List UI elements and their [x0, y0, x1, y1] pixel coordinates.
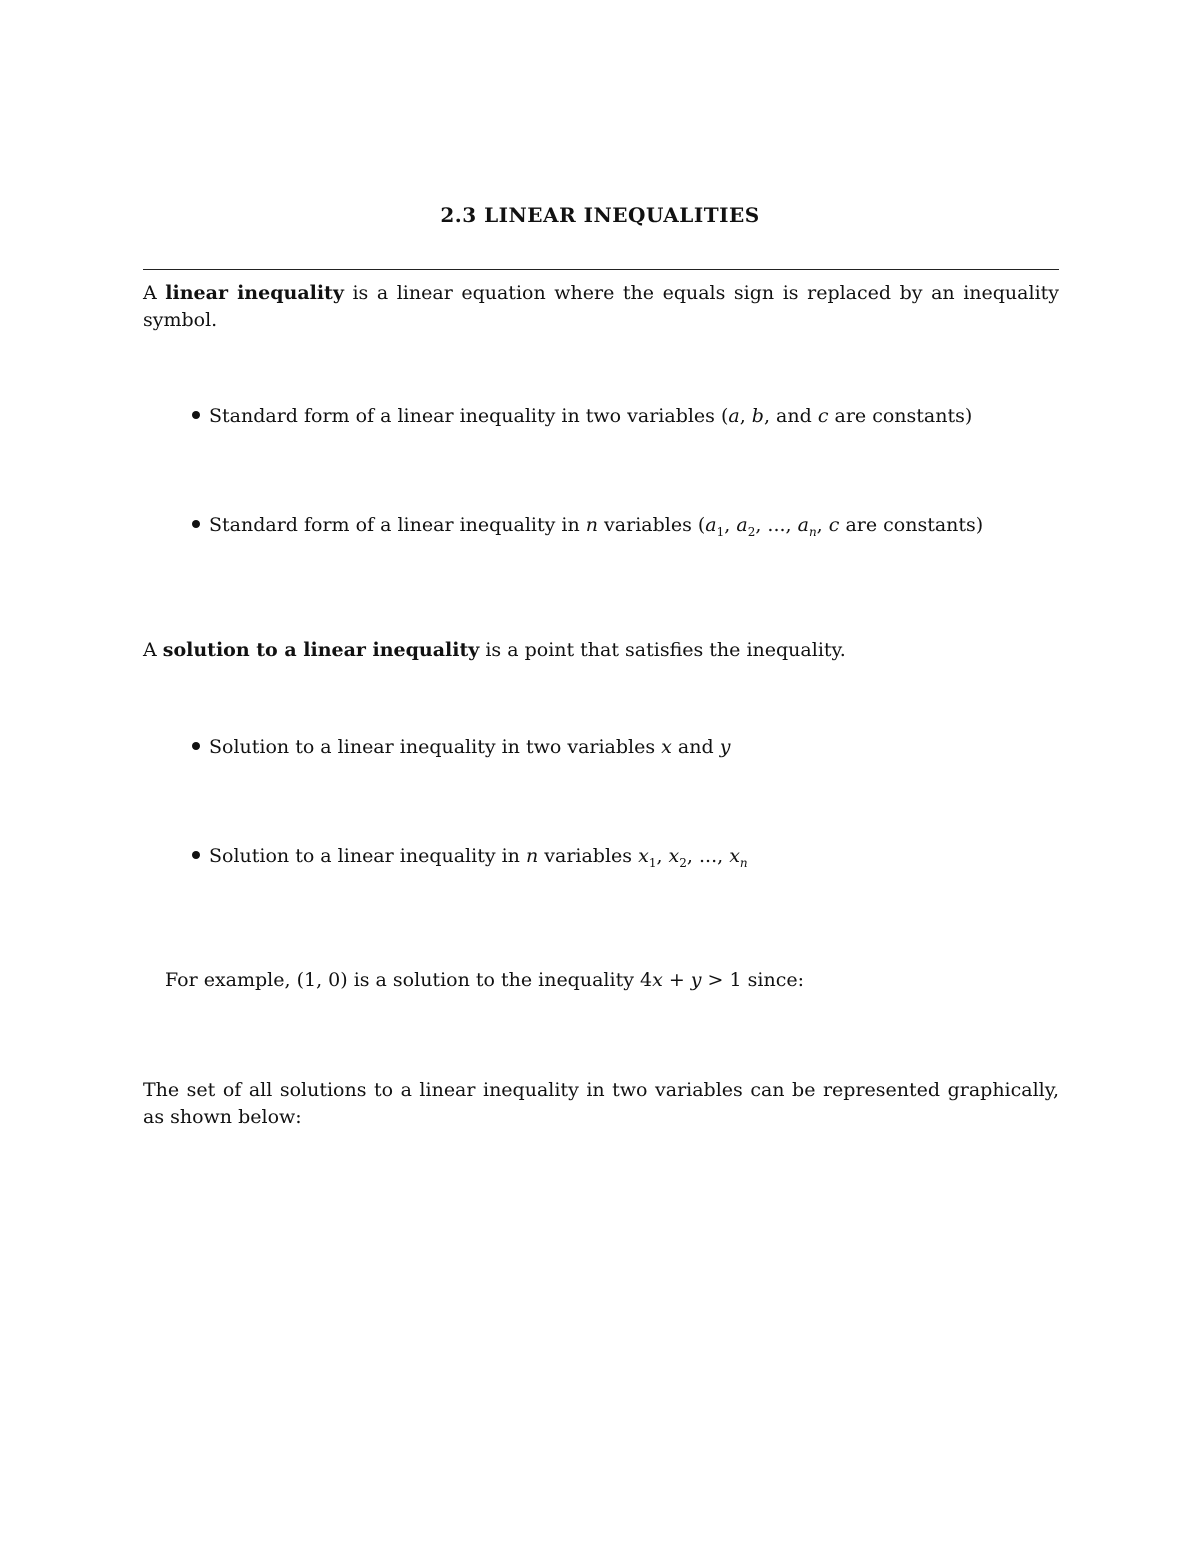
bullet-icon [192, 851, 200, 859]
definition-text: is a point that satisfies the inequality. [479, 639, 846, 661]
definition-term: solution to a linear inequality [162, 639, 480, 661]
linear-inequality-definition [143, 280, 1059, 334]
bullet-icon [192, 520, 200, 528]
solution-definition [143, 637, 1059, 664]
list-item-standard-form-two-variables: Standard form of a linear inequality in two variables (a, b, and c are constants) [192, 403, 972, 430]
example-statement: For example, (1, 0) is a solution to the inequality 4x + y > 1 since: [165, 969, 804, 991]
bullet-icon [192, 411, 200, 419]
closing-paragraph: The set of all solutions to a linear inequality in two variables can be represented graphically, as shown below: [143, 1079, 1059, 1128]
definition-lead: A [143, 639, 163, 661]
bullet-icon [192, 742, 200, 750]
definition-text: is a linear equation where the equals sign is replaced by an inequality symbol. [143, 282, 1060, 331]
list-item-solution-n-variables: Solution to a linear inequality in n variables $x_1$, $x_2$, ..., $x_n$ [192, 843, 748, 870]
definition-term: linear inequality [165, 282, 344, 304]
list-item-solution-two-variables: Solution to a linear inequality in two variables x and y [192, 734, 730, 761]
list-item-standard-form-n-variables: Standard form of a linear inequality in n variables ($a_1$, $a_2$, ..., $a_n$, c are constants) [192, 512, 983, 539]
title-rule [143, 269, 1059, 270]
page-title: 2.3 LINEAR INEQUALITIES [440, 203, 760, 227]
definition-lead: A [143, 282, 166, 304]
